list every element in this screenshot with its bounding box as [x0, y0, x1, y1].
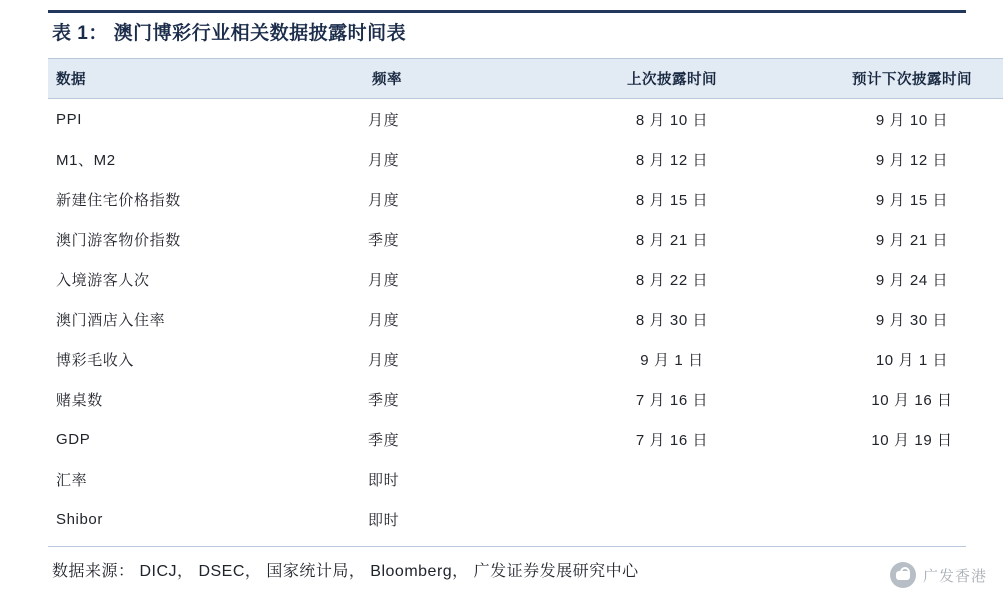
cell-data: 澳门酒店入住率 [56, 311, 166, 329]
cell-frequency: 季度 [368, 231, 400, 249]
cell-frequency: 月度 [368, 151, 400, 169]
cell-frequency: 月度 [368, 191, 400, 209]
table-row [48, 299, 1003, 339]
cell-data: 新建住宅价格指数 [56, 191, 181, 209]
cell-last-release: 8 月 10 日 [635, 111, 709, 129]
cell-last-release: 8 月 22 日 [635, 271, 709, 289]
cell-frequency: 季度 [368, 431, 400, 449]
cell-last-release: 8 月 12 日 [635, 151, 709, 169]
table-row [48, 99, 1003, 140]
cell-frequency: 即时 [368, 511, 400, 529]
table-row [48, 339, 1003, 379]
table-body [48, 99, 1003, 540]
cell-data: GDP [56, 430, 91, 448]
table-row [48, 219, 1003, 259]
cell-next-release: 10 月 16 日 [871, 391, 953, 409]
title-top-rule [48, 10, 966, 13]
table-container [48, 58, 972, 539]
table-header-row [48, 59, 1003, 99]
table-row [48, 179, 1003, 219]
column-header-next-release: 预计下次披露时间 [794, 59, 1003, 99]
cell-last-release: 7 月 16 日 [635, 391, 709, 409]
cell-frequency: 月度 [368, 311, 400, 329]
cell-data: 博彩毛收入 [56, 351, 135, 369]
cell-next-release: 9 月 30 日 [875, 311, 949, 329]
cell-data: 入境游客人次 [56, 271, 150, 289]
cell-frequency: 月度 [368, 111, 400, 129]
cell-next-release [794, 499, 1003, 539]
table-row [48, 459, 1003, 499]
column-header-last-release: 上次披露时间 [550, 59, 794, 99]
cell-next-release: 9 月 15 日 [875, 191, 949, 209]
cell-next-release: 9 月 12 日 [875, 151, 949, 169]
cell-frequency: 季度 [368, 391, 400, 409]
cell-next-release: 9 月 10 日 [875, 111, 949, 129]
cell-data: M1、M2 [56, 151, 116, 169]
cell-last-release: 8 月 21 日 [635, 231, 709, 249]
column-header-frequency: 频率 [364, 59, 550, 99]
cell-next-release: 9 月 21 日 [875, 231, 949, 249]
watermark [890, 562, 987, 588]
cell-last-release: 7 月 16 日 [635, 431, 709, 449]
cell-last-release: 8 月 15 日 [635, 191, 709, 209]
table-row [48, 139, 1003, 179]
cell-data: 汇率 [56, 471, 88, 489]
table-row [48, 499, 1003, 539]
cell-data: Shibor [56, 510, 103, 528]
cell-next-release: 9 月 24 日 [875, 271, 949, 289]
table-row [48, 419, 1003, 459]
cell-data: PPI [56, 110, 82, 128]
cell-last-release [550, 499, 794, 539]
cell-next-release: 10 月 1 日 [875, 351, 949, 369]
footer-rule [48, 546, 966, 547]
cell-last-release [550, 459, 794, 499]
table-row [48, 379, 1003, 419]
cell-frequency: 月度 [368, 271, 400, 289]
cell-last-release: 8 月 30 日 [635, 311, 709, 329]
cell-data: 澳门游客物价指数 [56, 231, 181, 249]
cell-next-release: 10 月 19 日 [871, 431, 953, 449]
source-note: 数据来源： DICJ， DSEC， 国家统计局， Bloomberg， 广发证券发展研究中心 [52, 563, 639, 580]
cell-frequency: 即时 [368, 471, 400, 489]
wechat-icon [890, 562, 916, 588]
cell-data: 赌桌数 [56, 391, 103, 409]
table-header [48, 59, 1003, 99]
cell-next-release [794, 459, 1003, 499]
cell-last-release: 9 月 1 日 [640, 351, 704, 369]
table-row [48, 259, 1003, 299]
table-title: 表 1： 澳门博彩行业相关数据披露时间表 [52, 23, 407, 44]
disclosure-schedule-table [48, 58, 1003, 539]
column-header-data: 数据 [48, 59, 364, 99]
watermark-label: 广发香港 [922, 567, 987, 585]
cell-frequency: 月度 [368, 351, 400, 369]
